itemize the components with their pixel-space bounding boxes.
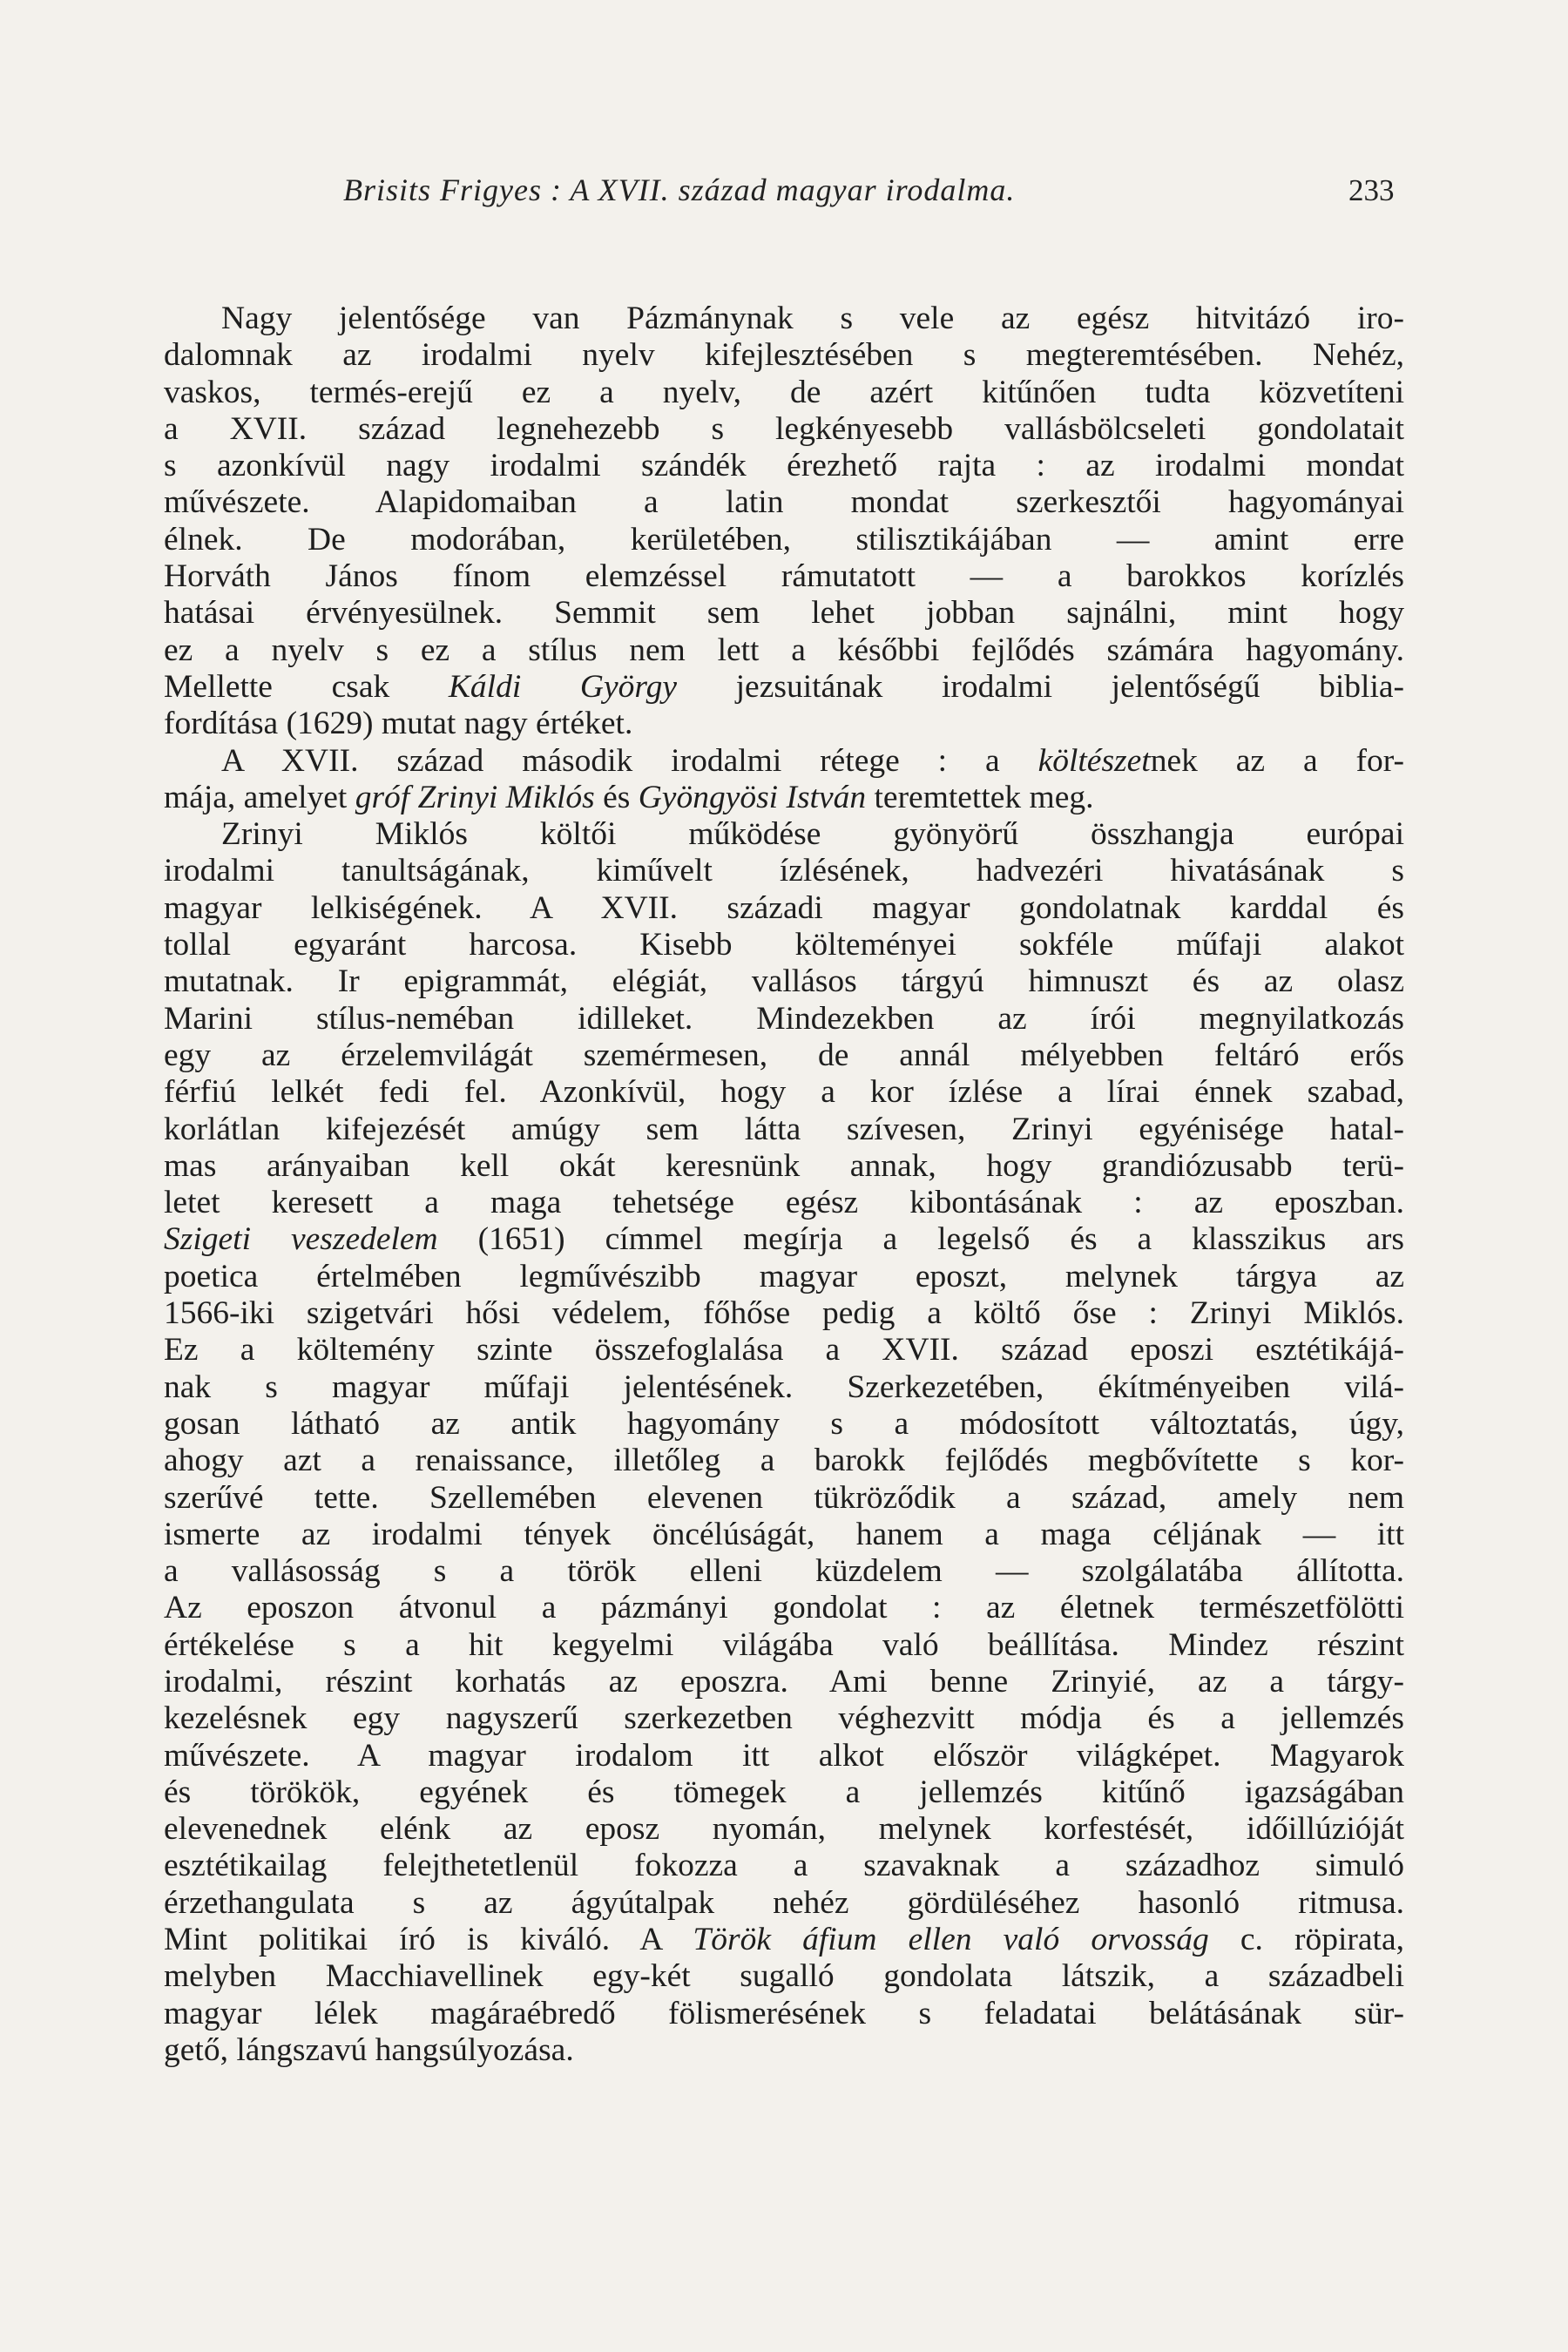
text-line	[164, 595, 1404, 632]
text-run: fordítása (1629) mutat nagy értéket.	[164, 706, 633, 742]
text-run: tollal egyaránt harcosa. Kisebb költeményei sokféle műfaji alakot	[164, 927, 1404, 963]
text-line	[164, 1221, 1404, 1258]
text-run: érzethangulata s az ágyútalpak nehéz gördüléséhez hasonló ritmusa.	[164, 1884, 1404, 1921]
text-line	[164, 1112, 1404, 1148]
text-run: Marini stílus-neméban idilleket. Mindezekben az írói megnyilatkozás	[164, 1000, 1404, 1037]
text-run: melyben Macchiavellinek egy-két sugalló gondolata látszik, a századbeli	[164, 1958, 1404, 1995]
text-run: poetica értelmében legművészibb magyar eposzt, melynek tárgya az	[164, 1258, 1404, 1294]
text-run: dalomnak az irodalmi nyelv kifejlesztésében s megteremtésében. Nehéz,	[164, 337, 1404, 374]
text-line	[164, 1700, 1404, 1737]
text-line	[164, 1958, 1404, 1995]
text-line	[164, 1922, 1404, 1958]
text-run: vaskos, termés-erejű ez a nyelv, de azért kitűnően tudta közvetíteni	[164, 374, 1404, 410]
italic-title: Káldi György	[448, 668, 677, 705]
text-run: Nagy jelentősége van Pázmánynak s vele az egész hitvitázó iro-	[221, 301, 1404, 336]
text-line	[164, 1443, 1404, 1479]
text-run: Zrinyi Miklós költői működése gyönyörű összhangja európai	[221, 816, 1404, 853]
text-run: ahogy azt a renaissance, illetőleg a barokk fejlődés megbővítette s kor-	[164, 1443, 1404, 1479]
text-line	[164, 1627, 1404, 1664]
running-head: Brisits Frigyes : A XVII. század magyar irodalma.	[343, 172, 1016, 207]
text-line	[164, 632, 1404, 669]
text-line	[164, 780, 1404, 816]
text-line	[164, 411, 1404, 448]
text-run: magyar lélek magáraébredő fölismerésének s feladatai belátásának sür-	[164, 1995, 1404, 2031]
text-line	[164, 448, 1404, 484]
text-run: ez a nyelv s ez a stílus nem lett a későbbi fejlődés számára hagyomány.	[164, 632, 1404, 668]
text-line	[164, 1037, 1404, 1074]
italic-title: költészet	[1037, 742, 1151, 779]
text-line	[164, 853, 1404, 889]
italic-title: Szigeti veszedelem	[164, 1221, 438, 1258]
text-run: élnek. De modorában, kerületében, stilisztikájában — amint erre	[164, 521, 1404, 558]
text-run: Mellette csak	[164, 668, 449, 705]
text-line	[164, 1811, 1404, 1848]
text-run: kezelésnek egy nagyszerű szerkezetben véghezvitt módja és a jellemzés	[164, 1700, 1404, 1737]
text-run: Az eposzon átvonul a pázmányi gondolat : az életnek természetfölötti	[164, 1590, 1404, 1626]
text-line	[164, 1406, 1404, 1443]
text-run: esztétikailag felejthetetlenül fokozza a szavaknak a századhoz simuló	[164, 1848, 1404, 1884]
text-run: és	[594, 779, 639, 815]
text-run: férfiú lelkét fedi fel. Azonkívül, hogy a kor ízlése a lírai énnek szabad,	[164, 1074, 1404, 1111]
text-line	[164, 1332, 1404, 1369]
text-run: letet keresett a maga tehetsége egész kibontásának : az eposzban.	[164, 1185, 1404, 1221]
text-line	[164, 2032, 1404, 2069]
text-run: és törökök, egyének és tömegek a jellemzés kitűnő igazságában	[164, 1774, 1404, 1810]
text-line	[164, 1001, 1404, 1037]
text-run: jezsuitának irodalmi jelentőségű biblia-	[676, 668, 1405, 705]
text-run: irodalmi, részint korhatás az eposzra. Ami benne Zrinyié, az a tárgy-	[164, 1663, 1404, 1700]
italic-title: gróf Zrinyi Miklós	[355, 779, 595, 815]
text-line	[164, 1738, 1404, 1774]
text-line	[164, 522, 1404, 558]
text-run: A XVII. század második irodalmi rétege : a	[221, 742, 1038, 779]
text-line	[164, 375, 1404, 411]
text-run: s azonkívül nagy irodalmi szándék érezhető rajta : az irodalmi mondat	[164, 448, 1404, 484]
text-run: teremtettek meg.	[866, 779, 1094, 815]
text-run: Mint politikai író is kiváló. A	[164, 1922, 693, 1958]
text-run: 1566-iki szigetvári hősi védelem, főhőse pedig a költő őse : Zrinyi Miklós.	[164, 1295, 1404, 1332]
text-run: korlátlan kifejezését amúgy sem látta szívesen, Zrinyi egyénisége hatal-	[164, 1111, 1404, 1147]
text-line	[164, 927, 1404, 963]
text-run: egy az érzelemvilágát szemérmesen, de annál mélyebben feltáró erős	[164, 1037, 1404, 1073]
text-line	[164, 1774, 1404, 1811]
text-line	[164, 1369, 1404, 1406]
text-line	[164, 669, 1404, 706]
text-line	[164, 1885, 1404, 1922]
text-run: elevenednek elénk az eposz nyomán, melynek korfestését, időillúzióját	[164, 1811, 1404, 1848]
text-run: Horváth János fínom elemzéssel rámutatott — a barokkos korízlés	[164, 558, 1404, 595]
text-line	[164, 1553, 1404, 1590]
text-line	[164, 1074, 1404, 1111]
text-line	[164, 816, 1404, 853]
text-line	[164, 1185, 1404, 1221]
text-run: mája, amelyet	[164, 779, 355, 815]
text-line	[164, 706, 1404, 742]
text-run: művészete. A magyar irodalom itt alkot először világképet. Magyarok	[164, 1737, 1404, 1774]
italic-title: Török áfium ellen való orvosság	[693, 1922, 1209, 1958]
text-run: a XVII. század legnehezebb s legkényesebb vallásbölcseleti gondolatait	[164, 410, 1404, 447]
text-run: művészete. Alapidomaiban a latin mondat szerkesztői hagyományai	[164, 484, 1404, 521]
text-run: irodalmi tanultságának, kiművelt ízlésének, hadvezéri hivatásának s	[164, 853, 1404, 889]
text-line	[164, 337, 1404, 374]
text-line	[164, 1295, 1404, 1332]
text-line	[164, 1259, 1404, 1295]
text-line	[164, 890, 1404, 927]
text-run: értékelése s a hit kegyelmi világába való beállítása. Mindez részint	[164, 1626, 1404, 1663]
text-line	[164, 963, 1404, 1000]
text-line	[164, 1480, 1404, 1517]
text-run: mas arányaiban kell okát keresnünk annak, hogy grandiózusabb terü-	[164, 1147, 1404, 1184]
text-line	[164, 743, 1404, 780]
text-line	[164, 1590, 1404, 1626]
text-line	[164, 558, 1404, 595]
text-run: hatásai érvényesülnek. Semmit sem lehet jobban sajnálni, mint hogy	[164, 595, 1404, 632]
text-run: Ez a költemény szinte összefoglalása a XVII. század eposzi esztétikájá-	[164, 1332, 1404, 1369]
text-line	[164, 301, 1404, 337]
text-line	[164, 1664, 1404, 1700]
page-number: 233	[1348, 173, 1395, 207]
italic-title: Gyöngyösi István	[638, 779, 867, 815]
text-run: szerűvé tette. Szellemében elevenen tükröződik a század, amely nem	[164, 1479, 1404, 1516]
text-line	[164, 1148, 1404, 1185]
body-text	[164, 301, 1404, 2069]
text-run: gosan látható az antik hagyomány s a módosított változtatás, úgy,	[164, 1405, 1404, 1442]
text-line	[164, 1848, 1404, 1884]
text-run: gető, lángszavú hangsúlyozása.	[164, 2031, 574, 2068]
text-run: nak s magyar műfaji jelentésének. Szerkezetében, ékítményeiben vilá-	[164, 1369, 1404, 1405]
text-run: (1651) címmel megírja a legelső és a klasszikus ars	[437, 1221, 1405, 1258]
text-line	[164, 484, 1404, 521]
text-run: mutatnak. Ir epigrammát, elégiát, vallásos tárgyú himnuszt és az olasz	[164, 963, 1404, 1000]
text-line	[164, 1996, 1404, 2032]
text-line	[164, 1517, 1404, 1553]
text-run: magyar lelkiségének. A XVII. századi magyar gondolatnak karddal és	[164, 889, 1404, 926]
text-run: nek az a for-	[1150, 742, 1404, 779]
text-run: c. röpirata,	[1208, 1922, 1404, 1958]
text-run: ismerte az irodalmi tények öncélúságát, hanem a maga céljának — itt	[164, 1516, 1404, 1552]
text-run: a vallásosság s a török elleni küzdelem — szolgálatába állította.	[164, 1553, 1404, 1590]
